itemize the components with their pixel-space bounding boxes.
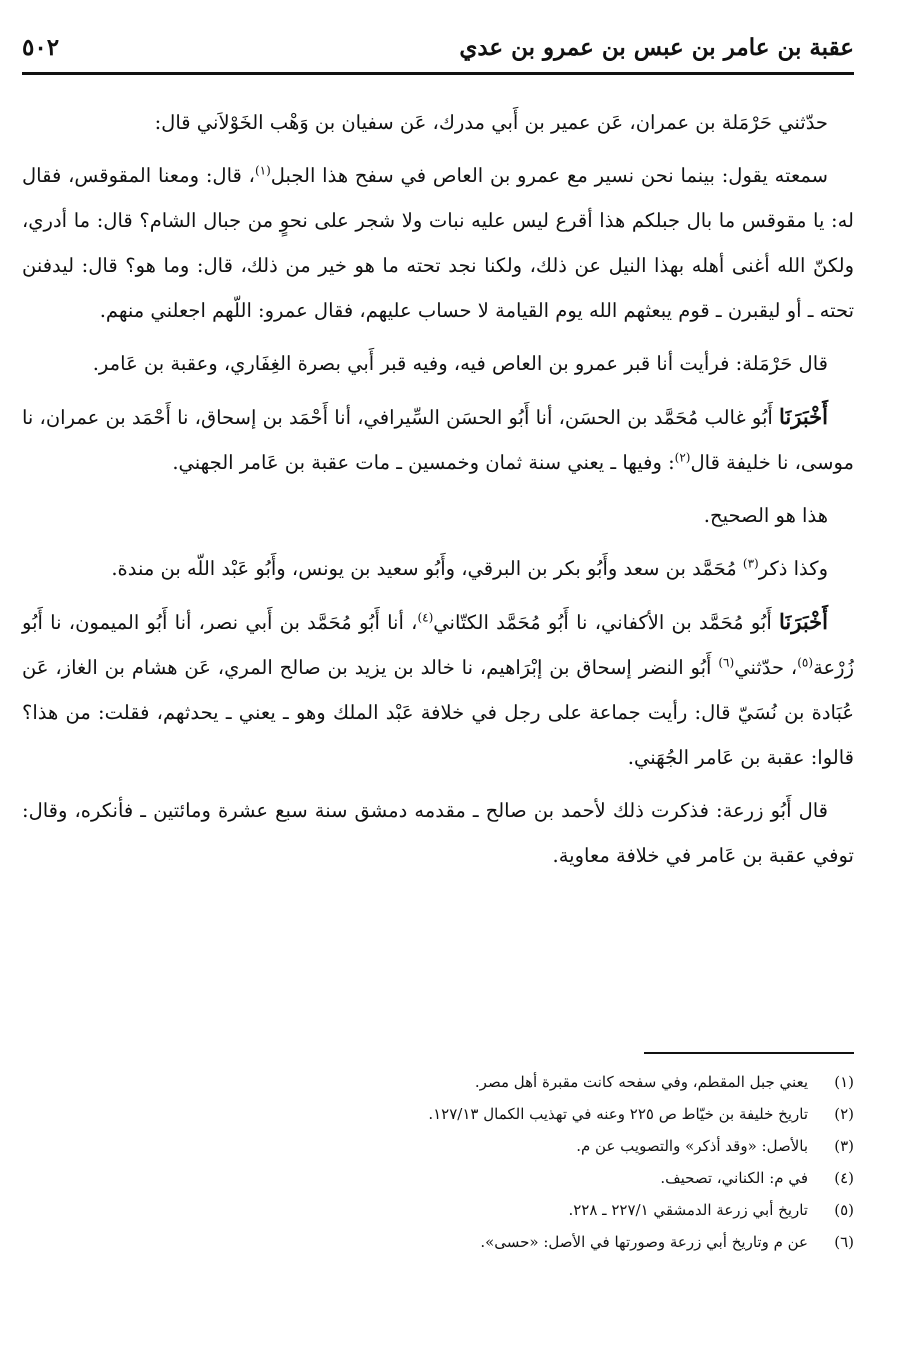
paragraph-text: هذا هو الصحيح. [703,504,828,527]
paragraph-text: ، أنا أَبُو مُحَمَّد بن أَبي نصر، أنا أَبُو الميمون، نا أَبُو زُرْعة [22,611,854,679]
footnote-number: (٤) [834,1169,854,1187]
paragraph-text: : وفيها ـ يعني سنة ثمان وخمسين ـ مات عقبة بن عَامر الجهني. [172,451,675,474]
footnote-marker: (١) [254,163,271,178]
footnote-item [80,1194,854,1226]
footnote-text: بالأصل: «وقد أذكر» والتصويب عن م. [576,1137,808,1155]
paragraph-lead-word: أَخْبَرَنَا [779,609,828,634]
paragraph [22,394,854,485]
page-header [22,22,854,75]
footnote-text: يعني جبل المقطم، وفي سفحه كانت مقبرة أهل مصر. [474,1073,808,1091]
footnote-item [80,1130,854,1162]
footnote-number: (٦) [834,1233,854,1251]
footnote-marker: (٦) [718,655,735,670]
running-title: عقبة بن عامر بن عبس بن عمرو بن عدي [459,33,854,61]
paragraph [22,599,854,780]
footnote-text: عن م وتاريخ أبي زرعة وصورتها في الأصل: «حسى». [480,1233,808,1251]
paragraph-text: ، قال: ومعنا المقوقس، فقال له: يا مقوقس ما بال جبلكم هذا أقرع ليس عليه نبات ولا شجر على نحوٍ من جبال الشام؟ قال: ما أدري، ولكنّ الله أغنى أهله بهذا النيل عن ذلك، ولكنا نجد تحته ما هو خير من ذلك، قال: وما هو؟ قال: ليدفنن تحته ـ أو ليقبرن ـ قوم يبعثهم الله يوم القيامة لا حساب عليهم، فقال عمرو: اللّهم اجعلني منهم. [22,164,854,322]
paragraph-text: حدّثني حَرْمَلة بن عمران، عَن عمير بن أَبي مدرك، عَن سفيان بن وَهْب الخَوْلاَني قال: [154,111,828,134]
footnote-number: (٢) [834,1105,854,1123]
page-number: ٥٠٢ [22,33,60,61]
paragraph-text: وكذا ذكر [758,557,828,580]
footnotes [80,1066,854,1258]
footnote-number: (٣) [834,1137,854,1155]
footnote-divider [644,1052,854,1054]
footnote-item [80,1226,854,1258]
footnote-marker: (٢) [674,450,691,465]
footnote-text: تاريخ خليفة بن خيّاط ص ٢٢٥ وعنه في تهذيب الكمال ١٢٧/١٣. [428,1105,808,1123]
footnote-item [80,1162,854,1194]
paragraph [22,788,854,878]
paragraph [22,546,854,591]
footnote-item [80,1098,854,1130]
paragraph-text: ، حدّثني [734,656,798,679]
footnote-number: (٥) [834,1201,854,1219]
paragraph-text: أَبُو مُحَمَّد بن الأكفاني، نا أَبُو مُحَمَّد الكتّاني [433,611,779,634]
paragraph-text: سمعته يقول: بينما نحن نسير مع عمرو بن العاص في سفح هذا الجبل [270,164,828,187]
paragraph-text: قال حَرْمَلة: فرأيت أنا قبر عمرو بن العاص فيه، وفيه قبر أَبي بصرة الغِفَاري، وعقبة بن عَامر. [92,352,828,375]
footnote-text: في م: الكناني، تصحيف. [660,1169,808,1187]
footnote-number: (١) [834,1073,854,1091]
paragraph-text: أَبُو غالب مُحَمَّد بن الحسَن، أنا أَبُو الحسَن السِّيرافي، أنا أَحْمَد بن إسحاق، نا أَحْمَد بن عمران، نا موسى، نا خليفة قال [21,406,854,474]
main-text [22,100,854,886]
footnote-item [80,1066,854,1098]
paragraph-lead-word: أَخْبَرَنَا [779,404,828,429]
paragraph [22,153,854,333]
footnote-marker: (٣) [742,556,759,571]
paragraph [22,341,854,386]
paragraph-text: مُحَمَّد بن سعد وأَبُو بكر بن البرقي، وأَبُو سعيد بن يونس، وأَبُو عَبْد اللّه بن مندة. [111,557,743,580]
footnote-marker: (٤) [417,610,434,625]
paragraph [22,493,854,538]
paragraph [22,100,854,145]
paragraph-text: قال أَبُو زرعة: فذكرت ذلك لأحمد بن صالح ـ مقدمه دمشق سنة سبع عشرة ومائتين ـ فأنكره، وقال: توفي عقبة بن عَامر في خلافة معاوية. [22,799,854,867]
footnote-text: تاريخ أبي زرعة الدمشقي ٢٢٧/١ ـ ٢٢٨. [568,1201,808,1219]
footnote-marker: (٥) [797,655,814,670]
paragraph-text: أَبُو النضر إسحاق بن إبْرَاهيم، نا خالد بن يزيد بن صالح المري، عَن هشام بن الغاز، عَن عُبَادة بن نُسَيّ قال: رأيت جماعة على رجل في خلافة عَبْد الملك وهو ـ يعني ـ يحدثهم، فقلت: من هذا؟ قالوا: عقبة بن عَامر الجُهَني. [22,656,854,769]
